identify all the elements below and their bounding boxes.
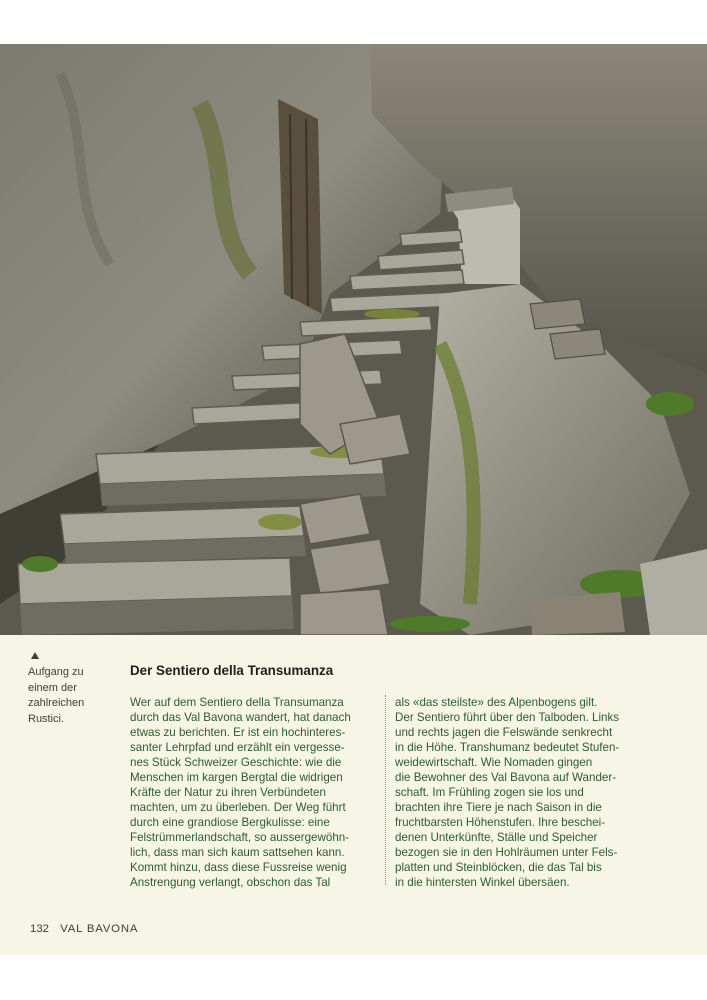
page-number: 132	[30, 923, 50, 935]
text-line: in die hintersten Winkel übersäen.	[395, 876, 570, 889]
caption-arrow-icon	[31, 652, 39, 659]
text-line: lich, dass man sich kaum sattsehen kann.	[130, 846, 345, 859]
text-line: in die Höhe. Transhumanz bedeutet Stufen-	[395, 741, 620, 754]
text-line: Kommt hinzu, dass diese Fussreise wenig	[130, 861, 347, 874]
article-heading: Der Sentiero della Transumanza	[130, 663, 334, 678]
text-line: als «das steilste» des Alpenbogens gilt.	[395, 696, 598, 709]
text-line: Menschen im kargen Bergtal die widrigen	[130, 771, 343, 784]
caption-line: Aufgang zu	[28, 666, 84, 678]
text-line: weidewirtschaft. Wie Nomaden gingen	[395, 756, 593, 769]
text-line: platten und Steinblöcken, die das Tal bis	[395, 861, 602, 874]
page-footer	[30, 923, 138, 935]
text-line: Kräfte der Natur zu ihren Verbündeten	[130, 786, 326, 799]
text-line: Felstrümmerlandschaft, so aussergewöhn-	[130, 831, 350, 844]
text-line: Anstrengung verlangt, obschon das Tal	[130, 876, 331, 889]
text-line: machten, um zu überleben. Der Weg führt	[130, 801, 346, 814]
caption-line: Rustici.	[28, 712, 65, 725]
article-right-column	[395, 695, 645, 890]
text-line: und rechts jagen die Felswände senkrecht	[395, 726, 613, 739]
text-line: durch das Val Bavona wandert, hat danach	[130, 711, 351, 724]
text-line: Wer auf dem Sentiero della Transumanza	[130, 696, 344, 709]
article-left-column	[130, 695, 370, 890]
stone-staircase-photo	[0, 44, 707, 635]
text-line: denen Unterkünfte, Ställe und Speicher	[395, 831, 598, 844]
text-line: Der Sentiero führt über den Talboden. Links	[395, 711, 620, 724]
column-divider	[385, 695, 386, 885]
photo-caption	[28, 665, 100, 727]
text-line: bezogen sie in den Hohlräumen unter Fels-	[395, 846, 618, 859]
text-line: etwas zu berichten. Er ist ein hochinteres-	[130, 726, 346, 739]
magazine-page	[0, 44, 707, 955]
text-line: durch eine grandiose Bergkulisse: eine	[130, 816, 330, 829]
caption-line: zahlreichen	[28, 697, 85, 709]
text-line: nes Stück Schweizer Geschichte: wie die	[130, 756, 342, 769]
text-line: schaft. Im Frühling zogen sie los und	[395, 786, 584, 799]
section-title: VAL BAVONA	[60, 923, 139, 935]
text-line: santer Lehrpfad und erzählt ein vergesse-	[130, 741, 345, 754]
text-line: brachten ihre Tiere je nach Saison in die	[395, 801, 602, 814]
text-line: die Bewohner des Val Bavona auf Wander-	[395, 771, 617, 784]
text-line: fruchtbarsten Höhenstufen. Ihre beschei-	[395, 816, 606, 829]
caption-line: einem der	[28, 681, 77, 694]
